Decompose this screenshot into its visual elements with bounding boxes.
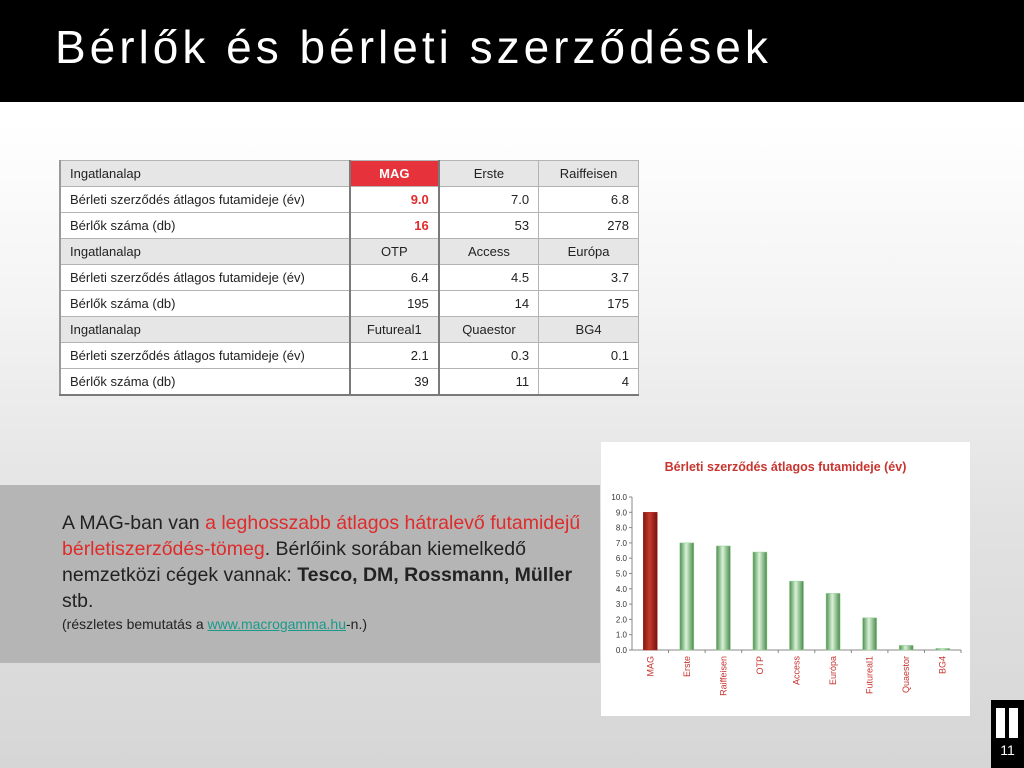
table-header-row — [60, 239, 639, 265]
desc-part-1: A MAG-ban van — [62, 512, 206, 534]
table-cell: 7.0 — [439, 187, 539, 213]
x-tick-label: Quaestor — [901, 656, 912, 694]
y-tick-label: 6.0 — [615, 554, 627, 564]
header-fund: Erste — [439, 161, 539, 187]
table-header-row — [60, 317, 639, 343]
y-tick-label: 2.0 — [615, 615, 627, 625]
header-fund: Futureal1 — [350, 317, 439, 343]
logo-bar-left — [996, 708, 1005, 738]
description-text — [62, 510, 582, 634]
desc-part-2: . Bérlőink sorában kiemelkedő nemzetközi cégek vannak: — [62, 538, 526, 586]
bar-európa — [826, 593, 840, 650]
table-row — [60, 291, 639, 317]
table-cell: 4 — [539, 369, 639, 395]
row-label: Bérlők száma (db) — [60, 369, 350, 395]
x-tick-label: Access — [791, 656, 802, 686]
y-tick-label: 1.0 — [615, 630, 627, 640]
table-cell: 195 — [350, 291, 439, 317]
header-fund: MAG — [350, 161, 439, 187]
bar-raiffeisen — [716, 546, 730, 650]
table-cell: 39 — [350, 369, 439, 395]
desc-end: stb. — [62, 590, 94, 612]
table-row — [60, 343, 639, 369]
table-header-row — [60, 161, 639, 187]
bar-mag — [643, 512, 657, 650]
table-cell: 16 — [350, 213, 439, 239]
row-label: Bérleti szerződés átlagos futamideje (év) — [60, 187, 350, 213]
table-row — [60, 213, 639, 239]
bar-chart — [601, 442, 970, 716]
chart-title: Bérleti szerződés átlagos futamideje (év) — [664, 460, 907, 474]
x-tick-label: OTP — [754, 656, 765, 675]
x-tick-label: Erste — [681, 656, 692, 678]
header-fund: OTP — [350, 239, 439, 265]
y-tick-label: 10.0 — [611, 493, 627, 502]
y-tick-label: 3.0 — [615, 600, 627, 610]
x-tick-label: Európa — [828, 656, 839, 686]
header-label: Ingatlanalap — [60, 317, 350, 343]
x-tick-label: BG4 — [937, 656, 948, 675]
bar-quaestor — [899, 645, 913, 650]
y-tick-label: 7.0 — [615, 538, 627, 548]
row-label: Bérleti szerződés átlagos futamideje (év) — [60, 343, 350, 369]
note-pre: (részletes bemutatás a — [62, 616, 208, 632]
header-fund: BG4 — [539, 317, 639, 343]
bar-otp — [753, 552, 767, 650]
x-tick-label: MAG — [645, 656, 656, 677]
table-cell: 6.4 — [350, 265, 439, 291]
table-cell: 4.5 — [439, 265, 539, 291]
table-cell: 53 — [439, 213, 539, 239]
table-cell: 9.0 — [350, 187, 439, 213]
x-tick-label: Raiffeisen — [718, 656, 729, 696]
table-cell: 11 — [439, 369, 539, 395]
table-cell: 175 — [539, 291, 639, 317]
table-cell: 0.1 — [539, 343, 639, 369]
x-tick-label: Futureal1 — [864, 656, 875, 695]
bar-bg4 — [936, 648, 950, 650]
y-tick-label: 0.0 — [615, 646, 627, 655]
rental-table — [59, 160, 639, 396]
y-tick-label: 9.0 — [615, 508, 627, 518]
y-tick-label: 5.0 — [615, 569, 627, 579]
y-tick-label: 8.0 — [615, 523, 627, 533]
table-cell: 278 — [539, 213, 639, 239]
page-number: 11 — [1000, 742, 1015, 758]
table-row — [60, 369, 639, 395]
header-fund: Raiffeisen — [539, 161, 639, 187]
row-label: Bérlők száma (db) — [60, 291, 350, 317]
desc-highlight: a leghosszabb átlagos hátralevő futamidejű bérletiszerződés-tömeg — [62, 512, 581, 560]
header-fund: Access — [439, 239, 539, 265]
row-label: Bérlők száma (db) — [60, 213, 350, 239]
table-cell: 2.1 — [350, 343, 439, 369]
table-row — [60, 187, 639, 213]
logo-bar-right — [1009, 708, 1018, 738]
chart-panel — [601, 442, 970, 716]
header-fund: Európa — [539, 239, 639, 265]
desc-tenants: Tesco, DM, Rossmann, Müller — [297, 564, 573, 586]
bar-access — [790, 581, 804, 650]
table-cell: 6.8 — [539, 187, 639, 213]
bar-futureal1 — [863, 618, 877, 650]
desc-note — [62, 614, 582, 634]
note-post: -n.) — [346, 616, 368, 632]
slide-header — [0, 0, 1024, 102]
row-label: Bérleti szerződés átlagos futamideje (év) — [60, 265, 350, 291]
y-tick-label: 4.0 — [615, 584, 627, 594]
header-label: Ingatlanalap — [60, 239, 350, 265]
table-row — [60, 265, 639, 291]
header-label: Ingatlanalap — [60, 161, 350, 187]
bar-erste — [680, 543, 694, 650]
table-cell: 3.7 — [539, 265, 639, 291]
slide-title: Bérlők és bérleti szerződések — [55, 21, 772, 73]
table-cell: 0.3 — [439, 343, 539, 369]
header-fund: Quaestor — [439, 317, 539, 343]
website-link[interactable]: www.macrogamma.hu — [207, 616, 347, 632]
table-cell: 14 — [439, 291, 539, 317]
